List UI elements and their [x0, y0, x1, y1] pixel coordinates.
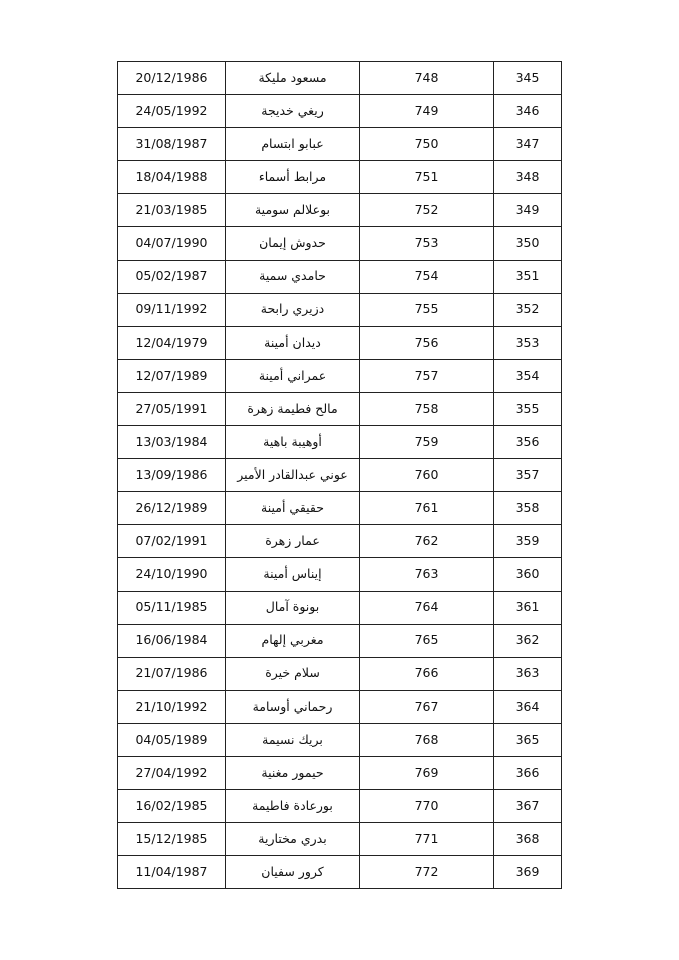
code-number-cell: 748 [360, 62, 494, 95]
row-number-cell: 359 [494, 525, 562, 558]
code-number-cell: 768 [360, 723, 494, 756]
table-row [118, 426, 562, 459]
code-number-cell: 761 [360, 492, 494, 525]
full-name-cell: بونوة آمال [226, 591, 360, 624]
birth-date-cell: 05/02/1987 [118, 260, 226, 293]
full-name-cell: عوني عبدالقادر الأمير [226, 459, 360, 492]
row-number-cell: 347 [494, 128, 562, 161]
birth-date-cell: 04/07/1990 [118, 227, 226, 260]
row-number-cell: 357 [494, 459, 562, 492]
table-row [118, 690, 562, 723]
full-name-cell: عمار زهرة [226, 525, 360, 558]
row-number-cell: 350 [494, 227, 562, 260]
table-row [118, 194, 562, 227]
full-name-cell: مسعود مليكة [226, 62, 360, 95]
table-row [118, 657, 562, 690]
records-table [117, 61, 562, 889]
row-number-cell: 351 [494, 260, 562, 293]
row-number-cell: 358 [494, 492, 562, 525]
birth-date-cell: 16/06/1984 [118, 624, 226, 657]
row-number-cell: 369 [494, 856, 562, 889]
full-name-cell: مالح فطيمة زهرة [226, 392, 360, 425]
code-number-cell: 764 [360, 591, 494, 624]
row-number-cell: 366 [494, 756, 562, 789]
code-number-cell: 749 [360, 95, 494, 128]
code-number-cell: 755 [360, 293, 494, 326]
birth-date-cell: 21/03/1985 [118, 194, 226, 227]
birth-date-cell: 27/04/1992 [118, 756, 226, 789]
code-number-cell: 766 [360, 657, 494, 690]
row-number-cell: 345 [494, 62, 562, 95]
table-row [118, 128, 562, 161]
row-number-cell: 360 [494, 558, 562, 591]
table-row [118, 326, 562, 359]
code-number-cell: 770 [360, 790, 494, 823]
code-number-cell: 758 [360, 392, 494, 425]
code-number-cell: 757 [360, 359, 494, 392]
full-name-cell: ريغي خديجة [226, 95, 360, 128]
birth-date-cell: 12/07/1989 [118, 359, 226, 392]
row-number-cell: 364 [494, 690, 562, 723]
table-row [118, 95, 562, 128]
table-row [118, 359, 562, 392]
table-row [118, 161, 562, 194]
birth-date-cell: 04/05/1989 [118, 723, 226, 756]
code-number-cell: 754 [360, 260, 494, 293]
full-name-cell: عمراني أمينة [226, 359, 360, 392]
table-row [118, 723, 562, 756]
table-row [118, 459, 562, 492]
birth-date-cell: 21/10/1992 [118, 690, 226, 723]
row-number-cell: 361 [494, 591, 562, 624]
code-number-cell: 750 [360, 128, 494, 161]
birth-date-cell: 26/12/1989 [118, 492, 226, 525]
records-sheet [117, 61, 557, 889]
full-name-cell: ديدان أمينة [226, 326, 360, 359]
code-number-cell: 752 [360, 194, 494, 227]
full-name-cell: مغربي إلهام [226, 624, 360, 657]
table-row [118, 525, 562, 558]
row-number-cell: 355 [494, 392, 562, 425]
birth-date-cell: 24/05/1992 [118, 95, 226, 128]
birth-date-cell: 20/12/1986 [118, 62, 226, 95]
full-name-cell: حامدي سمية [226, 260, 360, 293]
row-number-cell: 363 [494, 657, 562, 690]
code-number-cell: 751 [360, 161, 494, 194]
row-number-cell: 368 [494, 823, 562, 856]
table-row [118, 392, 562, 425]
birth-date-cell: 18/04/1988 [118, 161, 226, 194]
code-number-cell: 767 [360, 690, 494, 723]
full-name-cell: حقيقي أمينة [226, 492, 360, 525]
birth-date-cell: 11/04/1987 [118, 856, 226, 889]
row-number-cell: 349 [494, 194, 562, 227]
code-number-cell: 769 [360, 756, 494, 789]
row-number-cell: 346 [494, 95, 562, 128]
birth-date-cell: 24/10/1990 [118, 558, 226, 591]
birth-date-cell: 13/09/1986 [118, 459, 226, 492]
birth-date-cell: 27/05/1991 [118, 392, 226, 425]
row-number-cell: 348 [494, 161, 562, 194]
birth-date-cell: 13/03/1984 [118, 426, 226, 459]
full-name-cell: بدري مختارية [226, 823, 360, 856]
row-number-cell: 367 [494, 790, 562, 823]
code-number-cell: 756 [360, 326, 494, 359]
row-number-cell: 365 [494, 723, 562, 756]
birth-date-cell: 15/12/1985 [118, 823, 226, 856]
table-row [118, 790, 562, 823]
code-number-cell: 771 [360, 823, 494, 856]
full-name-cell: حدوش إيمان [226, 227, 360, 260]
table-row [118, 260, 562, 293]
full-name-cell: إيناس أمينة [226, 558, 360, 591]
code-number-cell: 762 [360, 525, 494, 558]
table-row [118, 558, 562, 591]
table-row [118, 591, 562, 624]
code-number-cell: 753 [360, 227, 494, 260]
row-number-cell: 354 [494, 359, 562, 392]
birth-date-cell: 12/04/1979 [118, 326, 226, 359]
full-name-cell: أوهيبة باهية [226, 426, 360, 459]
table-row [118, 624, 562, 657]
full-name-cell: سلام خيرة [226, 657, 360, 690]
table-row [118, 492, 562, 525]
records-table-body [118, 62, 562, 889]
birth-date-cell: 31/08/1987 [118, 128, 226, 161]
birth-date-cell: 16/02/1985 [118, 790, 226, 823]
code-number-cell: 760 [360, 459, 494, 492]
code-number-cell: 759 [360, 426, 494, 459]
code-number-cell: 763 [360, 558, 494, 591]
code-number-cell: 772 [360, 856, 494, 889]
code-number-cell: 765 [360, 624, 494, 657]
row-number-cell: 352 [494, 293, 562, 326]
table-row [118, 227, 562, 260]
full-name-cell: بورعادة فاطيمة [226, 790, 360, 823]
table-row [118, 823, 562, 856]
table-row [118, 62, 562, 95]
full-name-cell: بوعلالم سومية [226, 194, 360, 227]
row-number-cell: 362 [494, 624, 562, 657]
table-row [118, 756, 562, 789]
table-row [118, 293, 562, 326]
row-number-cell: 356 [494, 426, 562, 459]
birth-date-cell: 05/11/1985 [118, 591, 226, 624]
birth-date-cell: 21/07/1986 [118, 657, 226, 690]
full-name-cell: بريك نسيمة [226, 723, 360, 756]
full-name-cell: عبابو ابتسام [226, 128, 360, 161]
table-row [118, 856, 562, 889]
full-name-cell: حيمور مغنية [226, 756, 360, 789]
full-name-cell: مرابط أسماء [226, 161, 360, 194]
full-name-cell: كرور سفيان [226, 856, 360, 889]
full-name-cell: رحماني أوسامة [226, 690, 360, 723]
birth-date-cell: 09/11/1992 [118, 293, 226, 326]
birth-date-cell: 07/02/1991 [118, 525, 226, 558]
row-number-cell: 353 [494, 326, 562, 359]
full-name-cell: دزيري رابحة [226, 293, 360, 326]
